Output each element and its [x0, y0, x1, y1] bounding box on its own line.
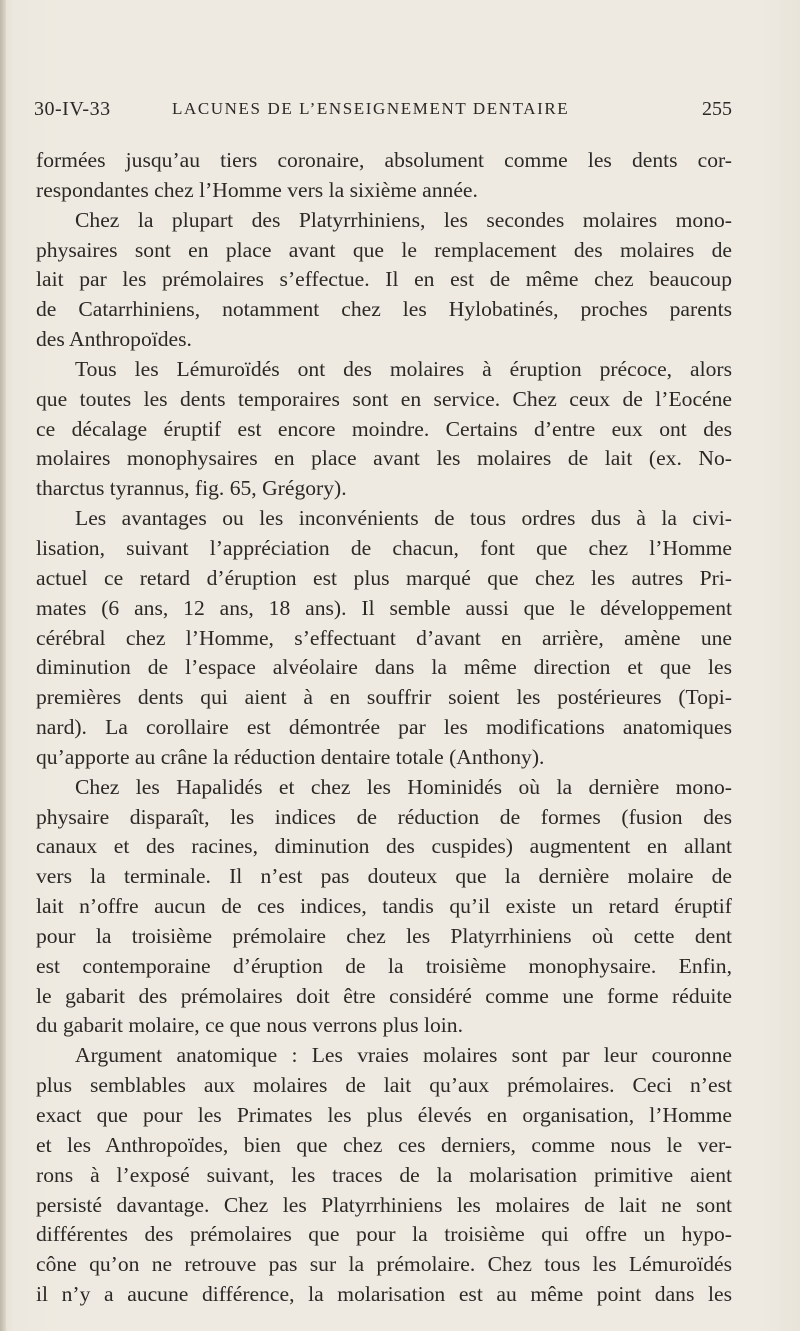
text-line: physaire disparaît, les indices de réduction de formes (fusion des: [36, 804, 732, 829]
text-line: le gabarit des prémolaires doit être considéré comme une forme réduite: [36, 983, 732, 1008]
header-title: LACUNES DE L’ENSEIGNEMENT DENTAIRE: [172, 99, 570, 118]
text-line: diminution de l’espace alvéolaire dans la même direction et que les: [36, 655, 732, 680]
text-line: persisté davantage. Chez les Platyrrhiniens les molaires de lait ne sont: [36, 1192, 732, 1217]
text-line: lait n’offre aucun de ces indices, tandis qu’il existe un retard éruptif: [36, 894, 732, 919]
text-line: lisation, suivant l’appréciation de chacun, font que chez l’Homme: [36, 535, 732, 560]
text-line: canaux et des racines, diminution des cuspides) augmentent en allant: [36, 834, 732, 859]
text-line: lait par les prémolaires s’effectue. Il en est de même chez beaucoup: [36, 267, 732, 292]
running-head: [34, 98, 732, 128]
text-line: premières dents qui aient à en souffrir soient les postérieures (Topi-: [36, 685, 732, 710]
page-binding-edge: [0, 0, 6, 1331]
text-line: différentes des prémolaires que pour la troisième qui offre un hypo-: [36, 1222, 732, 1247]
text-line: nard). La corollaire est démontrée par les modifications anatomiques: [36, 715, 732, 740]
text-line: Tous les Lémuroïdés ont des molaires à éruption précoce, alors: [75, 356, 732, 381]
text-line: est contemporaine d’éruption de la troisième monophysaire. Enfin,: [36, 953, 732, 978]
text-line: tharctus tyrannus, fig. 65, Grégory).: [36, 476, 347, 501]
header-date: 30-IV-33: [34, 98, 111, 120]
text-line: physaires sont en place avant que le remplacement des molaires de: [36, 237, 732, 262]
text-line: Les avantages ou les inconvénients de tous ordres dus à la civi-: [75, 506, 732, 531]
text-line: il n’y a aucune différence, la molarisation est au même point dans les: [36, 1282, 732, 1307]
text-line: mates (6 ans, 12 ans, 18 ans). Il semble aussi que le développement: [36, 595, 732, 620]
text-line: de Catarrhiniens, notamment chez les Hylobatinés, proches parents: [36, 297, 732, 322]
text-line: ce décalage éruptif est encore moindre. Certains d’entre eux ont des: [36, 416, 732, 441]
page-number: 255: [702, 98, 732, 120]
text-line: exact que pour les Primates les plus élevés en organisation, l’Homme: [36, 1103, 732, 1127]
text-line: Argument anatomique : Les vraies molaires sont par leur couronne: [75, 1043, 732, 1068]
text-line: qu’apporte au crâne la réduction dentaire totale (Anthony).: [36, 744, 545, 769]
text-line: Chez les Hapalidés et chez les Hominidés où la dernière mono-: [75, 774, 732, 799]
text-line: actuel ce retard d’éruption est plus marqué que chez les autres Pri-: [36, 565, 732, 590]
text-line: plus semblables aux molaires de lait qu’aux prémolaires. Ceci n’est: [36, 1073, 732, 1098]
text-line: du gabarit molaire, ce que nous verrons plus loin.: [36, 1013, 463, 1038]
text-line: des Anthropoïdes.: [36, 327, 192, 352]
text-line: cône qu’on ne retrouve pas sur la prémolaire. Chez tous les Lémuroïdés: [36, 1252, 732, 1277]
text-line: que toutes les dents temporaires sont en service. Chez ceux de l’Eocéne: [36, 386, 732, 411]
text-line: vers la terminale. Il n’est pas douteux que la dernière molaire de: [36, 864, 732, 889]
text-line: et les Anthropoïdes, bien que chez ces derniers, comme nous le ver-: [36, 1132, 732, 1157]
text-line: molaires monophysaires en place avant les molaires de lait (ex. No-: [36, 446, 732, 471]
text-line: rons à l’exposé suivant, les traces de la molarisation primitive aient: [36, 1162, 732, 1187]
text-line: pour la troisième prémolaire chez les Platyrrhiniens où cette dent: [36, 923, 732, 948]
text-line: Chez la plupart des Platyrrhiniens, les secondes molaires mono-: [75, 207, 732, 232]
body-text: [36, 146, 732, 1310]
text-line: cérébral chez l’Homme, s’effectuant d’avant en arrière, amène une: [36, 625, 732, 650]
text-line: respondantes chez l’Homme vers la sixième année.: [36, 177, 478, 202]
text-line: formées jusqu’au tiers coronaire, absolument comme les dents cor-: [36, 148, 732, 172]
